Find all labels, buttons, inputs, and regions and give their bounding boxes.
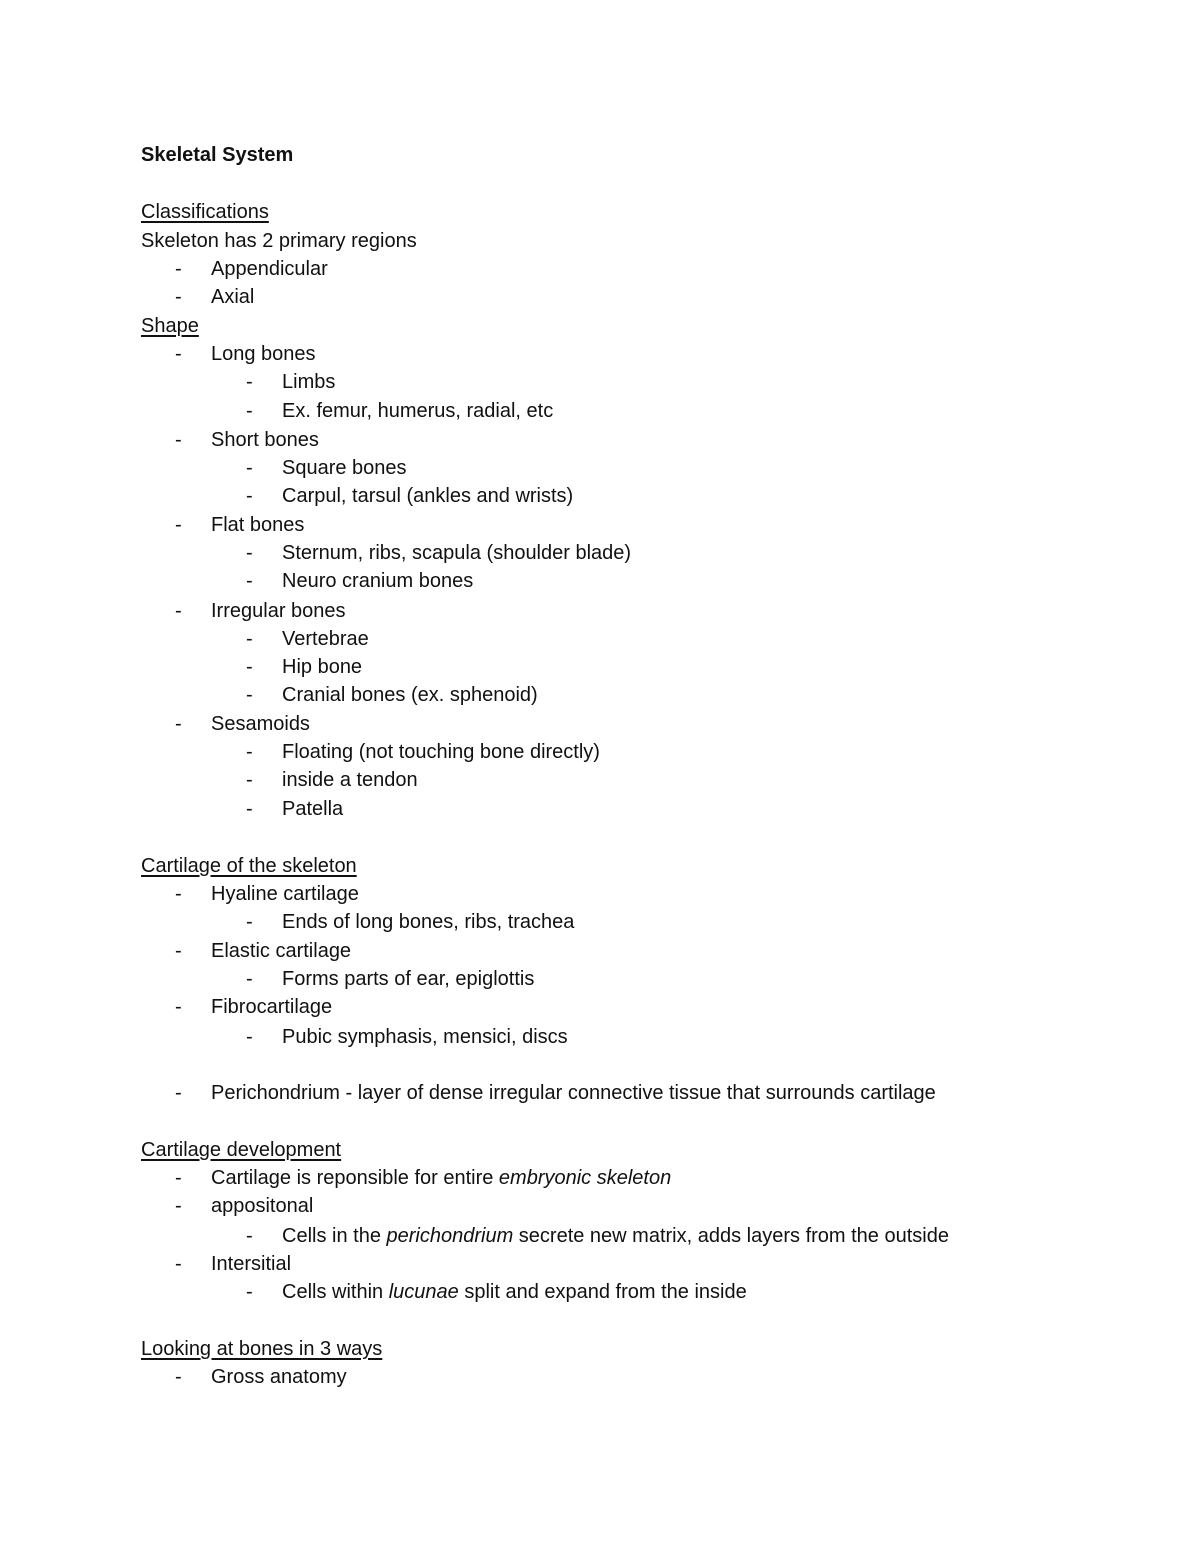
bullet-dash: - (175, 883, 182, 905)
bullet-dash: - (175, 1195, 182, 1217)
bullet-dash: - (246, 628, 253, 650)
bullet-dash: - (175, 940, 182, 962)
bullet-dash: - (246, 457, 253, 479)
bullet-dash: - (246, 570, 253, 592)
bullet-dash: - (175, 514, 182, 536)
bullet-dash: - (175, 1366, 182, 1388)
heading-looking-at-bones: Looking at bones in 3 ways (141, 1338, 383, 1360)
document-page: Skeletal System Classifications Skeleton has 2 primary regions - Appendicular - Axial Shape - Long bones - Limbs - Ex. femur, humerus, radial, etc - Short bones - Square bones - Carpul, tarsul (ankles and wrists) - Flat bones - Sternum, ribs, scapula (shoulder blade) - Neuro cranium bones - Irregular bones - Vertebrae - Hip bone - Cranial bones (ex. sphenoid) - Sesamoids - Floating (not touching bone directly) - inside a tendon - Patella Cartilage of the skeleton - Hyaline cartilage - Ends of long bones, ribs, trachea - Elastic cartilage - Forms parts of ear, epiglottis - Fibrocartilage - Pubic symphasis, mensici, discs - Perichondrium - layer of dense irregular connective tissue that surrounds cartilage Cartilage development - Cartilage is reponsible for entire embryonic skeleton - appositonal - Cells in the perichondrium secrete new matrix, adds layers from the outside - Intersitial - Cells within lucunae split and expand from the inside Looking at bones in 3 ways - Gross anatomy (141, 144, 949, 1388)
bullet-dash: - (246, 400, 253, 422)
bullet-dash: - (246, 371, 253, 393)
bullet-dash: - (246, 656, 253, 678)
bullet-dash: - (246, 968, 253, 990)
bullet-dash: - (246, 798, 253, 820)
bullet-dash: - (175, 1253, 182, 1275)
bullet-dash: - (175, 343, 182, 365)
bullet-dash: - (175, 600, 182, 622)
bullet-dash: - (175, 429, 182, 451)
heading-cartilage-development: Cartilage development (141, 1139, 342, 1161)
bullet-dash: - (246, 485, 253, 507)
bullet-dash: - (246, 1225, 253, 1247)
heading-classifications: Classifications (141, 201, 269, 223)
bullet-dash: - (246, 911, 253, 933)
classifications-intro: Skeleton has 2 primary regions (141, 230, 417, 252)
bullet-dash: - (246, 769, 253, 791)
page-title: Skeletal System (141, 144, 294, 166)
bullet-dash: - (246, 741, 253, 763)
bullet-dash: - (246, 1281, 253, 1303)
bullet-dash: - (246, 1026, 253, 1048)
bullet-dash: - (175, 996, 182, 1018)
bullet-dash: - (175, 258, 182, 280)
bullet-dash: - (175, 1167, 182, 1189)
bullet-dash: - (175, 1082, 182, 1104)
bullet-dash: - (175, 713, 182, 735)
bullet-dash: - (246, 684, 253, 706)
heading-shape: Shape (141, 315, 199, 337)
bullet-dash: - (175, 286, 182, 308)
bullet-dash: - (246, 542, 253, 564)
heading-cartilage: Cartilage of the skeleton (141, 855, 357, 877)
